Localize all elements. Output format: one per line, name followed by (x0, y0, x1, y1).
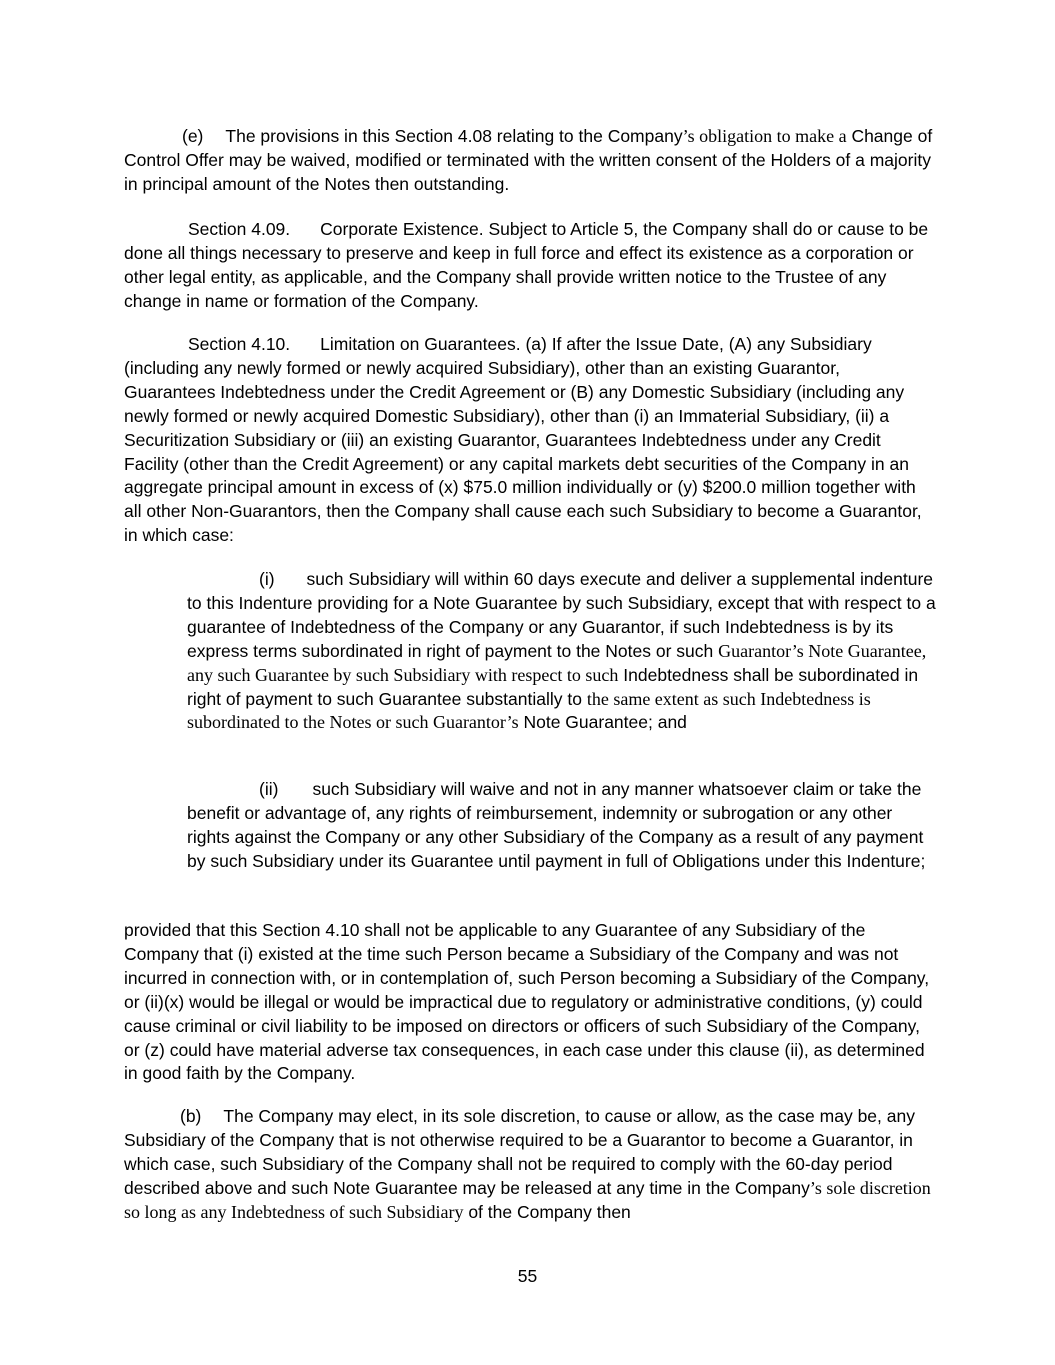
clause-i-text-c: Indebtedness shall be subordinated in right of payment to such Guarantee substantially to (187, 664, 919, 709)
paragraph-e-label: (e) (182, 126, 204, 146)
proviso-text: provided that this Section 4.10 shall not be applicable to any Guarantee of any Subsidiary of the Company that (i) existed at the time such Person became a Subsidiary of the Company and was not incurred in connection with, or in contemplation of, such Person becoming a Subsidiary of the Company, or (ii)(x) would be illegal or would be impractical due to regulatory or administrative conditions, (y) could cause criminal or civil liability to be imposed on directors or officers of such Subsidiary of the Company, or (z) could have material adverse tax consequences, in each case under this clause (ii), as determined in good faith by the Company. (124, 920, 930, 1084)
clause-i-text-b: Guarantor’s Note Guarantee, any such Guarantee by such Subsidiary with respect to such (187, 640, 927, 685)
clause-i-text-a: such Subsidiary will within 60 days execute and deliver a supplemental indenture to this Indenture providing for a Note Guarantee by such Subsidiary, except that with respect to a guarantee of Indebtedness of the Company or any Guarantor, if such Indebtedness is by its express terms subordinated in right of payment to the Notes or such (187, 569, 936, 661)
page-number: 55 (517, 1266, 538, 1286)
clause-ii-label: (ii) (259, 779, 279, 799)
clause-ii-text: such Subsidiary will waive and not in any manner whatsoever claim or take the benefit or advantage of, any rights of reimbursement, indemnity or subrogation or any other rights against the Company or any other Subsidiary of the Company as a result of any payment by such Subsidiary under its Guarantee until payment in full of Obligations under this Indenture; (187, 779, 926, 871)
section-4-09-number: Section 4.09. (188, 219, 291, 239)
paragraph-e-text: The provisions in this Section 4.08 relating to the Company (225, 126, 683, 146)
section-4-09-body: Subject to Article 5, the Company shall do or cause to be done all things necessary to preserve and keep in full force and effect its existence as a corporation or other legal entity, as applicable, and the Company shall provide written notice to the Trustee of any change in name or formation of the Company. (124, 219, 929, 311)
paragraph-b-text-serif: ’s sole discretion so long as any Indebtedness of such Subsidiary (124, 1177, 931, 1222)
section-4-10 (124, 333, 934, 548)
section-4-09 (124, 218, 934, 314)
paragraph-b-text-c: of the Company then (463, 1201, 631, 1222)
clause-ii (187, 778, 937, 874)
paragraph-e (124, 125, 934, 197)
clause-i-text-e: Note Guarantee; and (523, 712, 687, 733)
paragraph-b (124, 1105, 934, 1225)
paragraph-b-label: (b) (180, 1106, 202, 1126)
clause-i (187, 568, 937, 735)
clause-i-text-d: the same extent as such Indebtedness is subordinated to the Notes or such Guarantor’s (187, 688, 871, 733)
paragraph-e-text-rest: Change of Control Offer may be waived, modified or terminated with the written consent of the Holders of a majority in principal amount of the Notes then outstanding. (124, 126, 933, 194)
section-4-10-body: (a) If after the Issue Date, (A) any Subsidiary (including any newly formed or newly acquired Subsidiary), other than an existing Guarantor, Guarantees Indebtedness under the Credit Agreement or (B) any Domestic Subsidiary (including any newly formed or newly acquired Domestic Subsidiary), other than (i) an Immaterial Subsidiary, (ii) a Securitization Subsidiary or (iii) an existing Guarantor, Guarantees Indebtedness under any Credit Facility (other than the Credit Agreement) or any capital markets debt securities of the Company in an aggregate principal amount in excess of (x) $75.0 million individually or (y) $200.0 million together with all other Non-Guarantors, then the Company shall cause each such Subsidiary to become a Guarantor, in which case: (124, 334, 922, 546)
paragraph-b-text-a: The Company may elect, in its sole discretion, to cause or allow, as the case may be, any Subsidiary of the Company that is not otherwise required to be a Guarantor to become a Guarantor, in which case, such Subsidiary of the Company shall not be required to comply with the 60-day period described above and such Note Guarantee may be released at any time in the Company (124, 1106, 915, 1198)
section-4-10-heading: Limitation on Guarantees. (320, 334, 521, 354)
proviso-paragraph (124, 919, 934, 1086)
clause-i-label: (i) (259, 569, 275, 589)
section-4-10-number: Section 4.10. (188, 334, 291, 354)
section-4-09-heading: Corporate Existence. (320, 219, 484, 239)
paragraph-e-text-serif: ’s obligation to make a (682, 126, 847, 146)
